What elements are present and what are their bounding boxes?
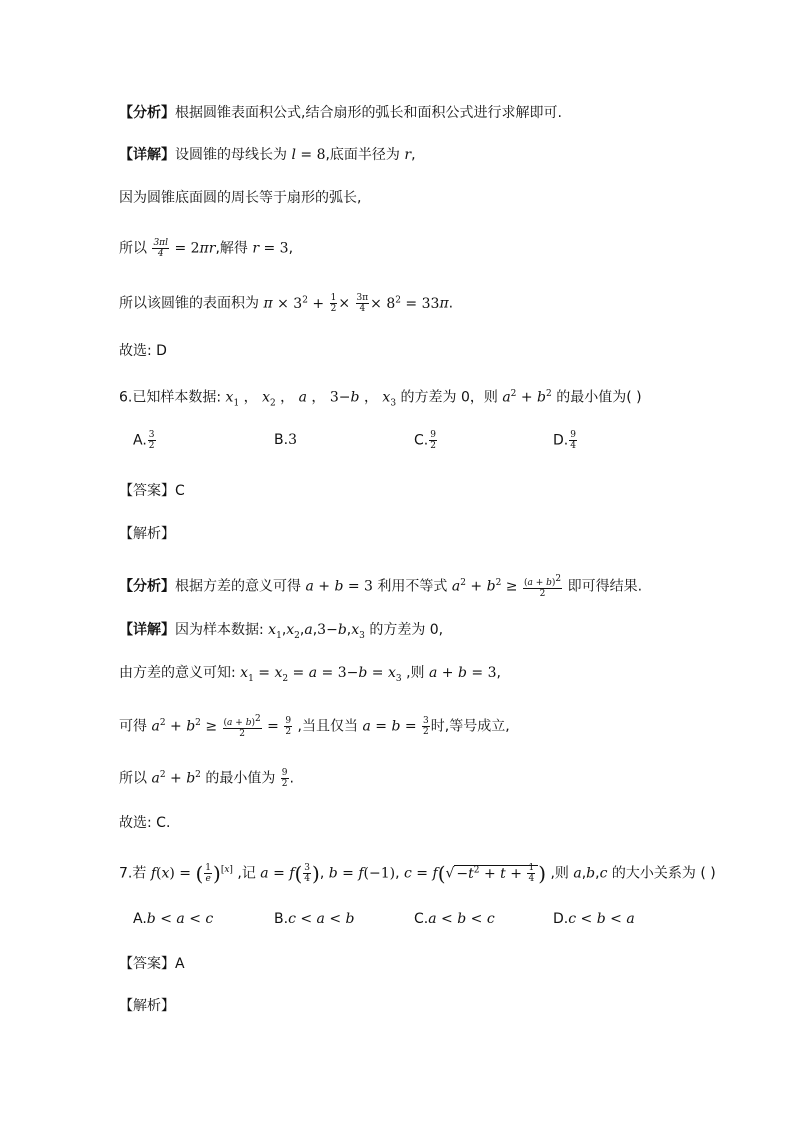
solution-heading-7: 【解析】	[119, 998, 175, 1014]
analysis-text: 根据圆锥表面积公式,结合扇形的弧长和面积公式进行求解即可.	[175, 105, 562, 121]
variance-line: 由方差的意义可知: $x_1 = x_2 = a = 3-b = x_3$ ,则 a + b = 3,	[119, 665, 501, 684]
option-c-7: C.a < b < c	[414, 911, 495, 927]
question-7: 7.若 f(x) = ( $\frac{1}{e}$ )[x] ,记 a = f( $\frac{3}{4}$ ), b = f(−1), $c = f(√ -t^2 + t$ + $\frac{1}{4}$ ) ,则 a,b,c 的大小关系为 ( )	[119, 861, 716, 886]
detail-line: 【详解】设圆锥的母线长为 l = 8,底面半径为 r,	[119, 147, 416, 163]
detail-tag: 【详解】	[119, 147, 175, 163]
answer-6: 【答案】C	[119, 483, 185, 499]
math: l	[291, 147, 296, 163]
analysis-6: 【分析】根据方差的意义可得 a + b = 3 利用不等式 $a^2 + b^2$ ≥ $\frac{(a + b)^2}{2}$ 即可得结果.	[119, 574, 643, 600]
choice-line-6: 故选: C.	[119, 815, 171, 831]
analysis-line	[119, 103, 562, 123]
option-b: B.3	[274, 432, 297, 448]
answer-7: 【答案】A	[119, 956, 185, 972]
solution-heading-6: 【解析】	[119, 526, 175, 542]
detail-6: 【详解】因为样本数据: $x_1,x_2,a,3-b,x_3$ 的方差为 0,	[119, 622, 444, 641]
minimum-line: 所以 $a^2 + b^2$ 的最小值为 $\frac{9}{2}$ .	[119, 768, 294, 790]
analysis-tag: 【分析】	[119, 105, 175, 121]
option-d-7: D.c < b < a	[553, 911, 635, 927]
option-d: D. $\frac{9}{4}$	[553, 430, 576, 451]
option-a: A. $\frac{3}{2}$	[133, 430, 155, 451]
question-6: 6.已知样本数据: $x_1$ ， $x_2$ ， a ， 3−b ， $x_3$ 的方差为 0，则 $a^2 + b^2$ 的最小值为( )	[119, 389, 642, 409]
surface-area-line: 所以该圆锥的表面积为 $\pi \times 3^2$ + $\frac{1}{2}$ × $\frac{3\pi}{4}$ × $8^2 = 33\pi$.	[119, 293, 454, 315]
option-c: C. $\frac{9}{2}$	[414, 430, 436, 451]
text-line: 因为圆锥底面圆的周长等于扇形的弧长,	[119, 190, 362, 206]
option-a-7: A.b < a < c	[133, 911, 214, 927]
choice-line: 故选: D	[119, 343, 167, 359]
inequality-line: 可得 $a^2 + b^2$ ≥ $\frac{(a + b)^2}{2}$ = $\frac{9}{2}$ ,当且仅当 a = b = $\frac{3}{2}$ 时,等号成立,	[119, 714, 510, 740]
equation-line: 所以 $\frac{3\pi l}{4}$ = 2πr,解得 r = 3,	[119, 238, 294, 259]
option-b-7: B.c < a < b	[274, 911, 355, 927]
